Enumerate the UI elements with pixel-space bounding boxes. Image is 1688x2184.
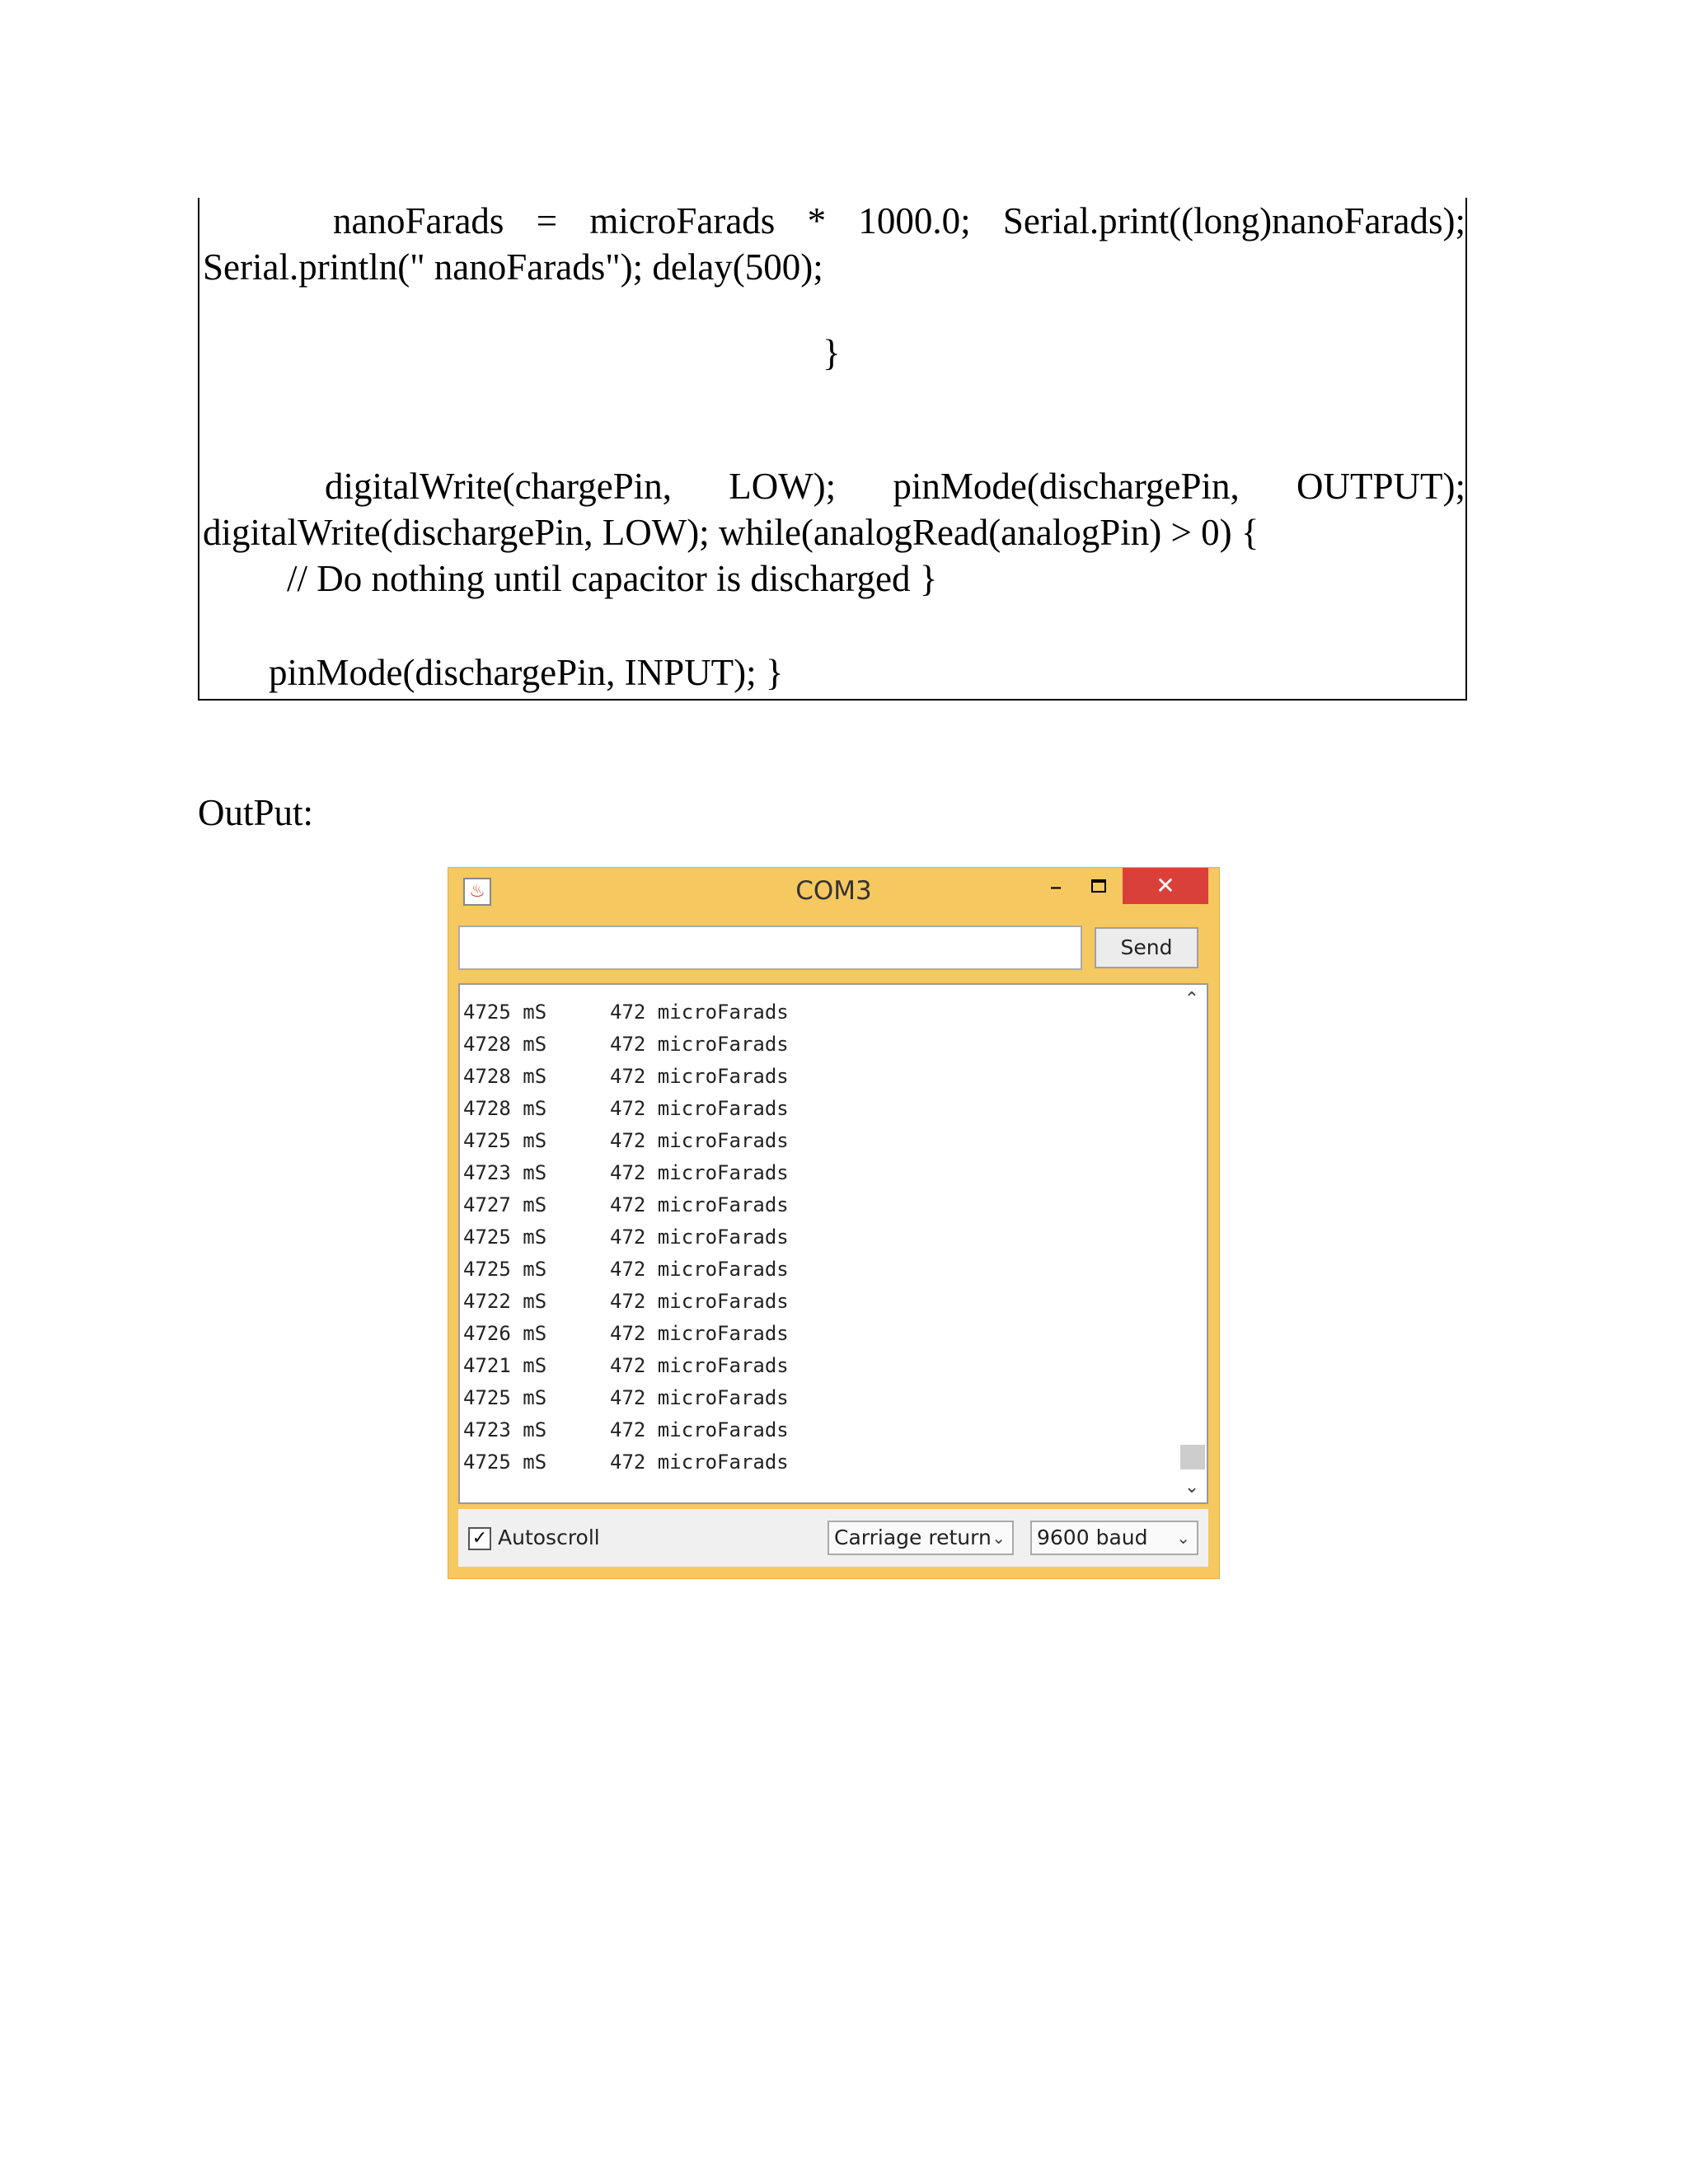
output-line <box>463 1093 789 1125</box>
output-line-time: 4723 mS <box>463 1418 547 1441</box>
scroll-thumb[interactable] <box>1180 1445 1205 1469</box>
output-line <box>463 1286 789 1318</box>
output-line-time: 4725 mS <box>463 1129 547 1152</box>
chevron-down-icon: ⌄ <box>992 1528 1006 1548</box>
baud-value: 9600 baud <box>1037 1526 1148 1549</box>
window-title: COM3 <box>795 876 872 906</box>
code-closing-brace: } <box>823 332 841 373</box>
close-button[interactable]: ✕ <box>1123 868 1208 904</box>
scrollbar[interactable] <box>1177 985 1207 1502</box>
output-line <box>463 1318 789 1350</box>
send-row <box>458 926 1208 973</box>
output-line-value: 472 microFarads <box>610 1097 789 1120</box>
scroll-down-icon[interactable]: ⌄ <box>1184 1477 1200 1497</box>
output-line <box>463 1446 789 1479</box>
baud-select[interactable] <box>1030 1521 1198 1555</box>
output-line-value: 472 microFarads <box>610 1001 789 1024</box>
output-lines <box>463 996 789 1479</box>
serial-output[interactable] <box>458 983 1208 1504</box>
output-line-value: 472 microFarads <box>610 1418 789 1441</box>
output-line-value: 472 microFarads <box>610 1226 789 1249</box>
output-line-value: 472 microFarads <box>610 1386 789 1409</box>
output-line-time: 4725 mS <box>463 1451 547 1474</box>
output-line-value: 472 microFarads <box>610 1065 789 1088</box>
output-line <box>463 996 789 1029</box>
output-line <box>463 1221 789 1254</box>
output-line <box>463 1189 789 1221</box>
output-line <box>463 1414 789 1446</box>
scroll-up-icon[interactable]: ⌃ <box>1184 989 1200 1010</box>
minimize-button[interactable]: – <box>1049 873 1062 902</box>
output-line-value: 472 microFarads <box>610 1354 789 1377</box>
output-line-value: 472 microFarads <box>610 1033 789 1056</box>
code-line-1: nanoFarads = microFarads * 1000.0; Serial.print((long)nanoFarads); <box>333 200 1465 241</box>
java-icon[interactable]: ♨ <box>463 878 491 906</box>
serial-monitor-window <box>448 867 1220 1579</box>
line-ending-select[interactable] <box>828 1521 1014 1555</box>
send-button[interactable]: Send <box>1095 927 1198 968</box>
output-line-time: 4726 mS <box>463 1322 547 1345</box>
maximize-button[interactable] <box>1078 871 1119 904</box>
output-line-time: 4723 mS <box>463 1161 547 1184</box>
code-line-6: pinMode(dischargePin, INPUT); } <box>269 652 784 693</box>
output-line <box>463 1382 789 1414</box>
output-line-time: 4727 mS <box>463 1193 547 1216</box>
output-line-time: 4725 mS <box>463 1386 547 1409</box>
output-line-value: 472 microFarads <box>610 1451 789 1474</box>
code-line-4: digitalWrite(dischargePin, LOW); while(analogRead(analogPin) > 0) { <box>203 512 1259 553</box>
output-line-time: 4725 mS <box>463 1001 547 1024</box>
output-line-value: 472 microFarads <box>610 1258 789 1281</box>
output-line-time: 4721 mS <box>463 1354 547 1377</box>
output-line-time: 4722 mS <box>463 1290 547 1313</box>
output-line-value: 472 microFarads <box>610 1129 789 1152</box>
output-line-value: 472 microFarads <box>610 1290 789 1313</box>
code-line-2: Serial.println(" nanoFarads"); delay(500); <box>203 246 823 288</box>
output-line-value: 472 microFarads <box>610 1322 789 1345</box>
output-line-time: 4728 mS <box>463 1033 547 1056</box>
autoscroll-label: Autoscroll <box>498 1526 600 1549</box>
chevron-down-icon: ⌄ <box>1176 1528 1190 1548</box>
output-line-time: 4728 mS <box>463 1065 547 1088</box>
output-line <box>463 1061 789 1093</box>
output-line <box>463 1254 789 1286</box>
output-heading: OutPut: <box>198 792 314 833</box>
output-line-time: 4725 mS <box>463 1226 547 1249</box>
bottom-bar <box>458 1509 1208 1567</box>
code-line-3: digitalWrite(chargePin, LOW); pinMode(dischargePin, OUTPUT); <box>325 466 1465 507</box>
output-line-time: 4728 mS <box>463 1097 547 1120</box>
output-line-time: 4725 mS <box>463 1258 547 1281</box>
code-line-5: // Do nothing until capacitor is discharged } <box>287 558 938 599</box>
output-line-value: 472 microFarads <box>610 1193 789 1216</box>
autoscroll-checkbox[interactable]: ✓ <box>468 1527 491 1550</box>
output-line-value: 472 microFarads <box>610 1161 789 1184</box>
line-ending-value: Carriage return <box>834 1526 992 1549</box>
output-line <box>463 1350 789 1382</box>
title-bar[interactable] <box>448 868 1219 916</box>
serial-input[interactable] <box>458 926 1082 970</box>
output-line <box>463 1125 789 1157</box>
code-block <box>198 198 1467 701</box>
output-line <box>463 1029 789 1061</box>
output-line <box>463 1157 789 1189</box>
